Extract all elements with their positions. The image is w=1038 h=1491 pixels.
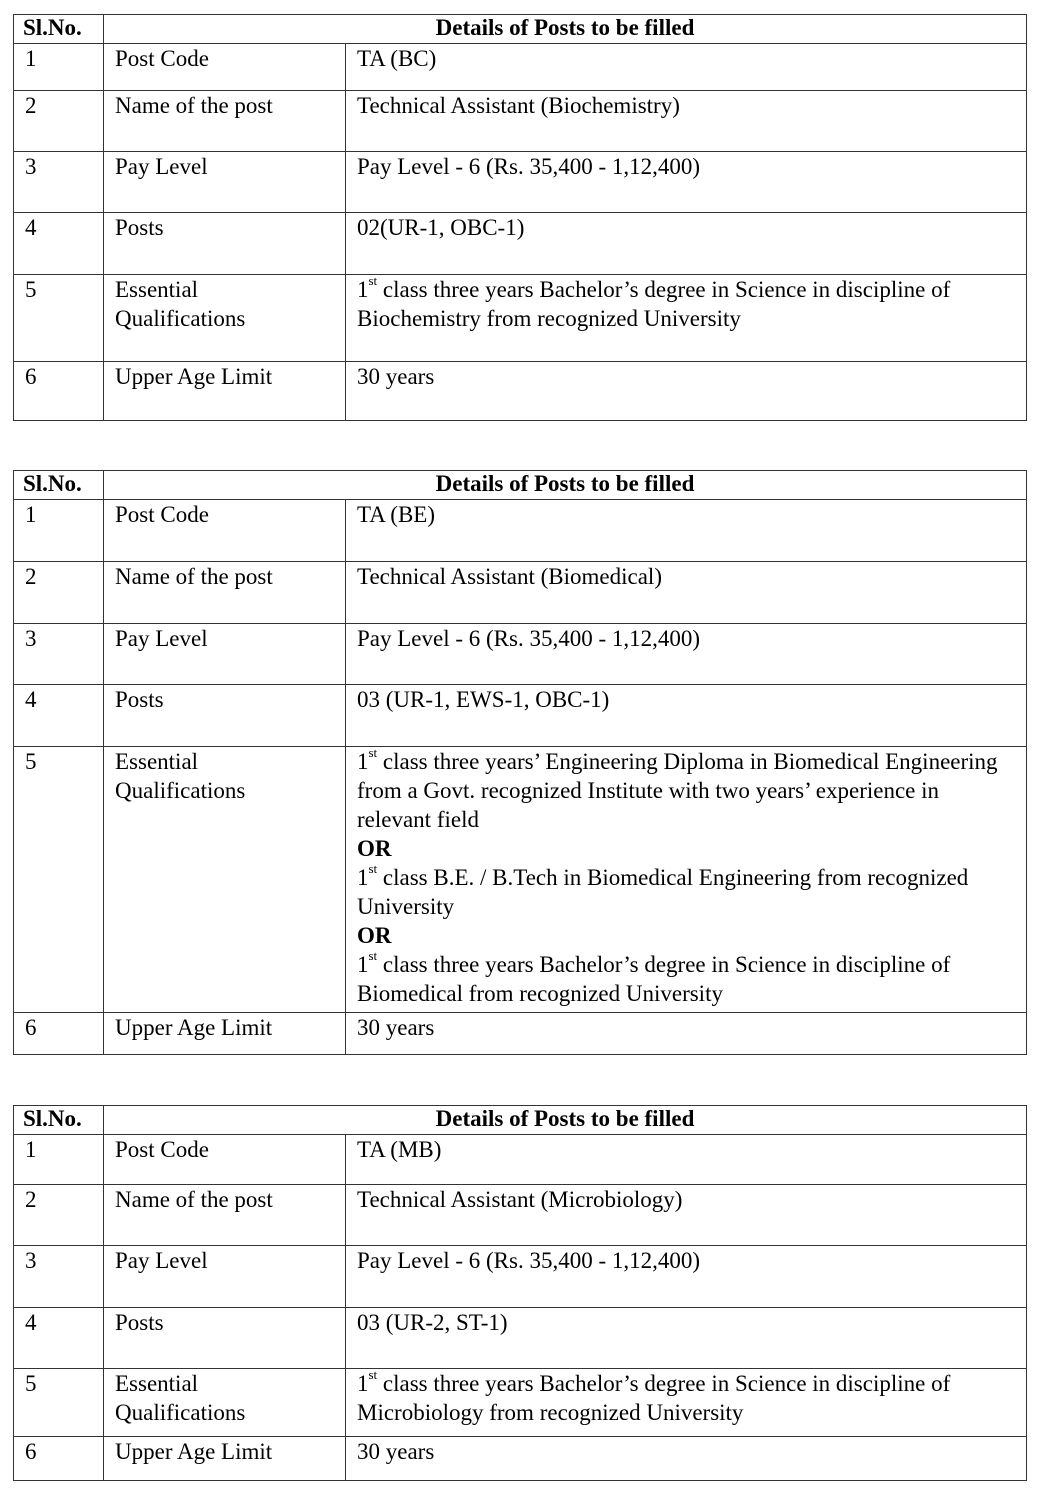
table-row bbox=[14, 1246, 1027, 1308]
or-separator: OR bbox=[357, 836, 392, 861]
row-number: 1 bbox=[14, 1135, 104, 1185]
qualification-option bbox=[357, 863, 1018, 921]
row-number: 6 bbox=[14, 1437, 104, 1481]
row-number: 4 bbox=[14, 685, 104, 747]
row-number: 6 bbox=[14, 362, 104, 421]
posts-table-biomedical bbox=[13, 470, 1027, 1055]
label-line: Qualifications bbox=[115, 778, 246, 803]
row-label-qualifications bbox=[104, 747, 346, 1013]
row-number: 3 bbox=[14, 624, 104, 685]
posts-table-biochemistry bbox=[13, 14, 1027, 421]
details-header: Details of Posts to be filled bbox=[104, 15, 1027, 44]
table-header-row bbox=[14, 471, 1027, 500]
row-number: 2 bbox=[14, 1185, 104, 1246]
sl-no-header: Sl.No. bbox=[14, 1106, 104, 1135]
label-line: Qualifications bbox=[115, 306, 246, 331]
row-value-post-code: TA (BC) bbox=[346, 44, 1027, 91]
table-row bbox=[14, 213, 1027, 275]
ordinal-number: 1 bbox=[357, 749, 369, 774]
table-row bbox=[14, 685, 1027, 747]
table-row bbox=[14, 1437, 1027, 1481]
ordinal-number: 1 bbox=[357, 952, 369, 977]
row-number: 1 bbox=[14, 44, 104, 91]
sl-no-header: Sl.No. bbox=[14, 15, 104, 44]
table-row bbox=[14, 624, 1027, 685]
row-label-post-name: Name of the post bbox=[104, 1185, 346, 1246]
ordinal-suffix: st bbox=[368, 745, 378, 761]
table-row bbox=[14, 562, 1027, 624]
ordinal-suffix: st bbox=[368, 1367, 378, 1383]
row-label-age-limit: Upper Age Limit bbox=[104, 1013, 346, 1055]
row-label-post-code: Post Code bbox=[104, 1135, 346, 1185]
row-label-age-limit: Upper Age Limit bbox=[104, 362, 346, 421]
row-value-age-limit: 30 years bbox=[346, 1437, 1027, 1481]
label-line: Essential bbox=[115, 277, 199, 302]
table-row bbox=[14, 1308, 1027, 1369]
qualification-text: class three years Bachelor’s degree in Science in discipline of Microbiology from recognized University bbox=[357, 1371, 951, 1425]
row-number: 5 bbox=[14, 1369, 104, 1437]
row-number: 5 bbox=[14, 747, 104, 1013]
label-line: Essential bbox=[115, 749, 199, 774]
row-number: 4 bbox=[14, 213, 104, 275]
or-separator: OR bbox=[357, 923, 392, 948]
sl-no-header: Sl.No. bbox=[14, 471, 104, 500]
ordinal-suffix: st bbox=[368, 948, 378, 964]
qualification-option bbox=[357, 747, 1018, 834]
table-row bbox=[14, 500, 1027, 562]
table-header-row bbox=[14, 1106, 1027, 1135]
ordinal-suffix: st bbox=[368, 273, 378, 289]
row-label-pay-level: Pay Level bbox=[104, 1246, 346, 1308]
ordinal-number: 1 bbox=[357, 1371, 369, 1396]
table-row bbox=[14, 1013, 1027, 1055]
details-header: Details of Posts to be filled bbox=[104, 1106, 1027, 1135]
row-value-post-code: TA (MB) bbox=[346, 1135, 1027, 1185]
row-value-post-name: Technical Assistant (Biochemistry) bbox=[346, 91, 1027, 152]
qualification-text: class three years’ Engineering Diploma in Biomedical Engineering from a Govt. recognized Institute with two years’ experience in relevant field bbox=[357, 749, 998, 832]
row-value-pay-level: Pay Level - 6 (Rs. 35,400 - 1,12,400) bbox=[346, 624, 1027, 685]
row-label-post-code: Post Code bbox=[104, 500, 346, 562]
qualification-option bbox=[357, 950, 1018, 1008]
row-number: 4 bbox=[14, 1308, 104, 1369]
table-row bbox=[14, 1135, 1027, 1185]
qualification-option bbox=[357, 273, 951, 331]
table-row bbox=[14, 152, 1027, 213]
row-label-post-code: Post Code bbox=[104, 44, 346, 91]
row-value-qualifications bbox=[346, 747, 1027, 1013]
row-number: 3 bbox=[14, 152, 104, 213]
row-label-posts: Posts bbox=[104, 1308, 346, 1369]
row-value-post-name: Technical Assistant (Biomedical) bbox=[346, 562, 1027, 624]
row-number: 6 bbox=[14, 1013, 104, 1055]
row-label-posts: Posts bbox=[104, 213, 346, 275]
table-row bbox=[14, 747, 1027, 1013]
row-value-age-limit: 30 years bbox=[346, 362, 1027, 421]
ordinal-number: 1 bbox=[357, 277, 369, 302]
row-label-age-limit: Upper Age Limit bbox=[104, 1437, 346, 1481]
table-row bbox=[14, 44, 1027, 91]
row-number: 5 bbox=[14, 275, 104, 362]
row-label-pay-level: Pay Level bbox=[104, 624, 346, 685]
row-label-posts: Posts bbox=[104, 685, 346, 747]
ordinal-number: 1 bbox=[357, 865, 369, 890]
row-value-posts: 03 (UR-2, ST-1) bbox=[346, 1308, 1027, 1369]
row-value-post-code: TA (BE) bbox=[346, 500, 1027, 562]
row-value-pay-level: Pay Level - 6 (Rs. 35,400 - 1,12,400) bbox=[346, 1246, 1027, 1308]
table-row bbox=[14, 1369, 1027, 1437]
row-label-qualifications bbox=[104, 1369, 346, 1437]
row-label-pay-level: Pay Level bbox=[104, 152, 346, 213]
qualification-text: class three years Bachelor’s degree in Science in discipline of Biomedical from recognized University bbox=[357, 952, 951, 1006]
row-number: 1 bbox=[14, 500, 104, 562]
details-header: Details of Posts to be filled bbox=[104, 471, 1027, 500]
row-number: 2 bbox=[14, 91, 104, 152]
label-line: Essential bbox=[115, 1371, 199, 1396]
row-value-qualifications bbox=[346, 1369, 1027, 1437]
row-label-qualifications bbox=[104, 275, 346, 362]
label-line: Qualifications bbox=[115, 1400, 246, 1425]
row-value-posts: 02(UR-1, OBC-1) bbox=[346, 213, 1027, 275]
row-number: 2 bbox=[14, 562, 104, 624]
qualification-text: class B.E. / B.Tech in Biomedical Engineering from recognized University bbox=[357, 865, 969, 919]
row-value-posts: 03 (UR-1, EWS-1, OBC-1) bbox=[346, 685, 1027, 747]
table-row bbox=[14, 91, 1027, 152]
row-value-post-name: Technical Assistant (Microbiology) bbox=[346, 1185, 1027, 1246]
row-number: 3 bbox=[14, 1246, 104, 1308]
table-header-row bbox=[14, 15, 1027, 44]
ordinal-suffix: st bbox=[368, 861, 378, 877]
table-row bbox=[14, 275, 1027, 362]
row-label-post-name: Name of the post bbox=[104, 562, 346, 624]
table-row bbox=[14, 362, 1027, 421]
row-label-post-name: Name of the post bbox=[104, 91, 346, 152]
table-row bbox=[14, 1185, 1027, 1246]
row-value-pay-level: Pay Level - 6 (Rs. 35,400 - 1,12,400) bbox=[346, 152, 1027, 213]
qualification-option bbox=[357, 1367, 951, 1425]
row-value-qualifications bbox=[346, 275, 1027, 362]
row-value-age-limit: 30 years bbox=[346, 1013, 1027, 1055]
qualification-text: class three years Bachelor’s degree in Science in discipline of Biochemistry from recognized University bbox=[357, 277, 951, 331]
posts-table-microbiology bbox=[13, 1105, 1027, 1481]
